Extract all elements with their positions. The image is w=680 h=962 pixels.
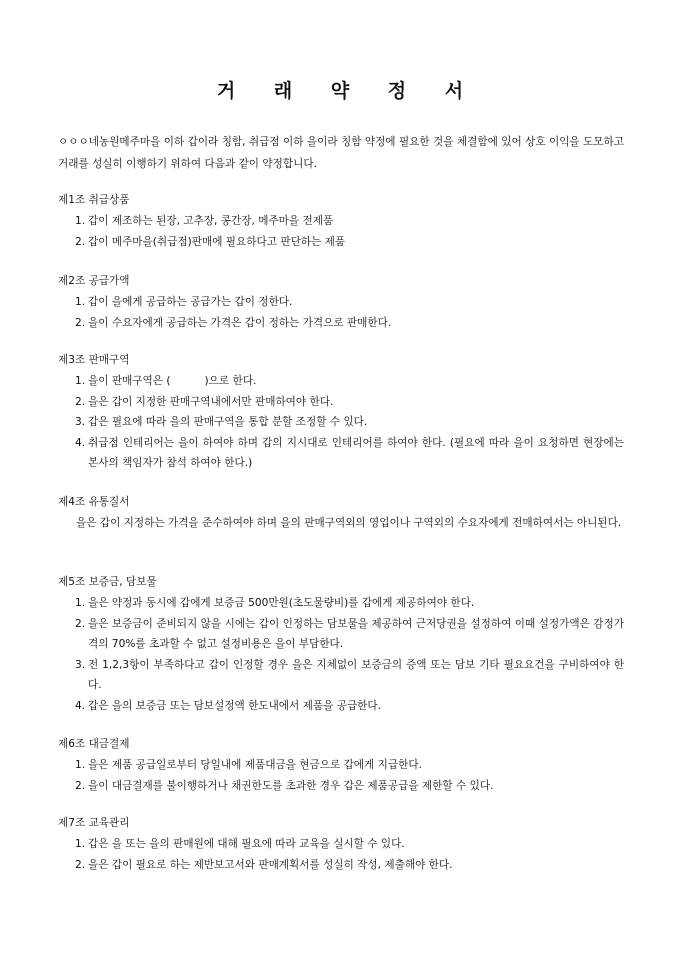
item-number: 2. bbox=[75, 235, 86, 248]
section-4 bbox=[58, 492, 624, 535]
item-text: 을이 대금결재를 불이행하거나 채권한도를 초과한 경우 갑은 제품공급을 제한할 수 있다. bbox=[88, 779, 494, 792]
item-number: 4. bbox=[75, 436, 86, 449]
section-title: 제4조 유통질서 bbox=[58, 496, 130, 508]
item-number: 1. bbox=[75, 215, 86, 227]
section-7 bbox=[58, 813, 624, 875]
item-text-after: )으로 한다. bbox=[204, 375, 257, 387]
list-item bbox=[58, 696, 624, 717]
item-text: 을이 수요자에게 공급하는 가격은 갑이 정하는 가격으로 판매한다. bbox=[88, 316, 392, 329]
item-text: 갑은 을의 보증금 또는 담보설정액 한도내에서 제품을 공급한다. bbox=[88, 699, 382, 712]
item-number: 1. bbox=[75, 838, 86, 850]
item-text: 갑이 제조하는 된장, 고추장, 콩간장, 메주마을 전제품 bbox=[88, 215, 334, 227]
item-number: 1. bbox=[75, 375, 86, 387]
item-number: 4. bbox=[75, 699, 86, 712]
item-number: 3. bbox=[75, 658, 86, 671]
item-text: 갑은 을 또는 을의 판매원에 대해 필요에 따라 교육을 실시할 수 있다. bbox=[88, 838, 405, 850]
list-item bbox=[58, 855, 624, 876]
list-item bbox=[58, 412, 624, 433]
section-title: 제3조 판매구역 bbox=[58, 354, 130, 366]
item-text: 갑이 을에게 공급하는 공급가는 갑이 정한다. bbox=[88, 296, 293, 308]
section-title: 제5조 보증금, 담보물 bbox=[58, 576, 157, 588]
list-item bbox=[58, 371, 624, 392]
item-text: 갑은 필요에 따라 을의 판매구역을 통합 분할 조정할 수 있다. bbox=[88, 416, 368, 428]
section-1 bbox=[58, 190, 624, 252]
list-item bbox=[58, 776, 624, 797]
item-number: 2. bbox=[75, 617, 86, 630]
item-text: 갑이 메주마을(취급점)판매에 필요하다고 판단하는 제품 bbox=[88, 235, 346, 248]
list-item bbox=[58, 755, 624, 776]
item-number: 2. bbox=[75, 779, 86, 792]
list-item bbox=[58, 614, 624, 655]
list-item bbox=[58, 593, 624, 614]
section-title: 제7조 교육관리 bbox=[58, 817, 130, 829]
list-item bbox=[58, 313, 624, 334]
item-text: 을은 갑이 필요로 하는 제반보고서와 판매계획서를 성실히 작성, 제출해야 한다. bbox=[88, 858, 453, 871]
item-text: 을은 보증금이 준비되지 않을 시에는 갑이 인정하는 담보물을 제공하여 근저당권을 설정하여 이때 설정가액은 감정가격의 70%를 초과할 수 없고 설정비용은 을이 부담한다. bbox=[88, 617, 624, 650]
item-text-before: 을이 판매구역은 ( bbox=[88, 375, 171, 387]
section-title: 제6조 대금결제 bbox=[58, 738, 130, 750]
item-text: 을은 제품 공급일로부터 당일내에 제품대금을 현금으로 갑에게 지급한다. bbox=[88, 759, 422, 771]
document-title: 거 래 약 정 서 bbox=[216, 80, 480, 102]
section-3 bbox=[58, 350, 624, 474]
item-number: 1. bbox=[75, 759, 86, 771]
section-5 bbox=[58, 572, 624, 716]
item-text: 을은 갑이 지정한 판매구역내에서만 판매하여야 한다. bbox=[88, 395, 334, 408]
list-item bbox=[58, 392, 624, 413]
item-number: 2. bbox=[75, 395, 86, 408]
item-number: 3. bbox=[75, 416, 86, 428]
list-item bbox=[58, 655, 624, 696]
intro-paragraph: ㅇㅇㅇ네농원메주마을 이하 갑이라 칭함, 취급점 이하 을이라 칭함 약정에 필요한 것을 체결함에 있어 상호 이익을 도모하고 거래를 성실히 이행하기 위하여 다음과 같이 약정합니다. bbox=[58, 136, 624, 170]
item-text: 을은 약정과 동시에 갑에게 보증금 500만원(초도물량비)를 갑에게 제공하여야 한다. bbox=[88, 597, 475, 609]
list-item bbox=[58, 232, 624, 253]
section-2 bbox=[58, 271, 624, 333]
list-item bbox=[58, 834, 624, 855]
list-item bbox=[58, 433, 624, 474]
item-text: 취급점 인테리어는 을이 하여야 하며 갑의 지시대로 인테리어를 하여야 한다. (필요에 따라 을이 요청하면 현장에는 본사의 책임자가 참석 하여야 한다.) bbox=[88, 436, 624, 469]
section-title: 제2조 공급가액 bbox=[58, 275, 130, 287]
section-title: 제1조 취급상품 bbox=[58, 194, 130, 206]
item-number: 1. bbox=[75, 296, 86, 308]
item-number: 2. bbox=[75, 316, 86, 329]
item-number: 2. bbox=[75, 858, 86, 871]
item-number: 1. bbox=[75, 597, 86, 609]
list-item bbox=[58, 292, 624, 313]
section-6 bbox=[58, 734, 624, 796]
list-item bbox=[58, 211, 624, 232]
section-body: 을은 갑이 지정하는 가격을 준수하여야 하며 을의 판매구역외의 영업이나 구역외의 수요자에게 전매하여서는 아니된다. bbox=[76, 517, 622, 529]
item-text: 전 1,2,3항이 부족하다고 갑이 인정할 경우 을은 지체없이 보증금의 증액 또는 담보 기타 필요요건을 구비하여야 한다. bbox=[88, 658, 624, 691]
